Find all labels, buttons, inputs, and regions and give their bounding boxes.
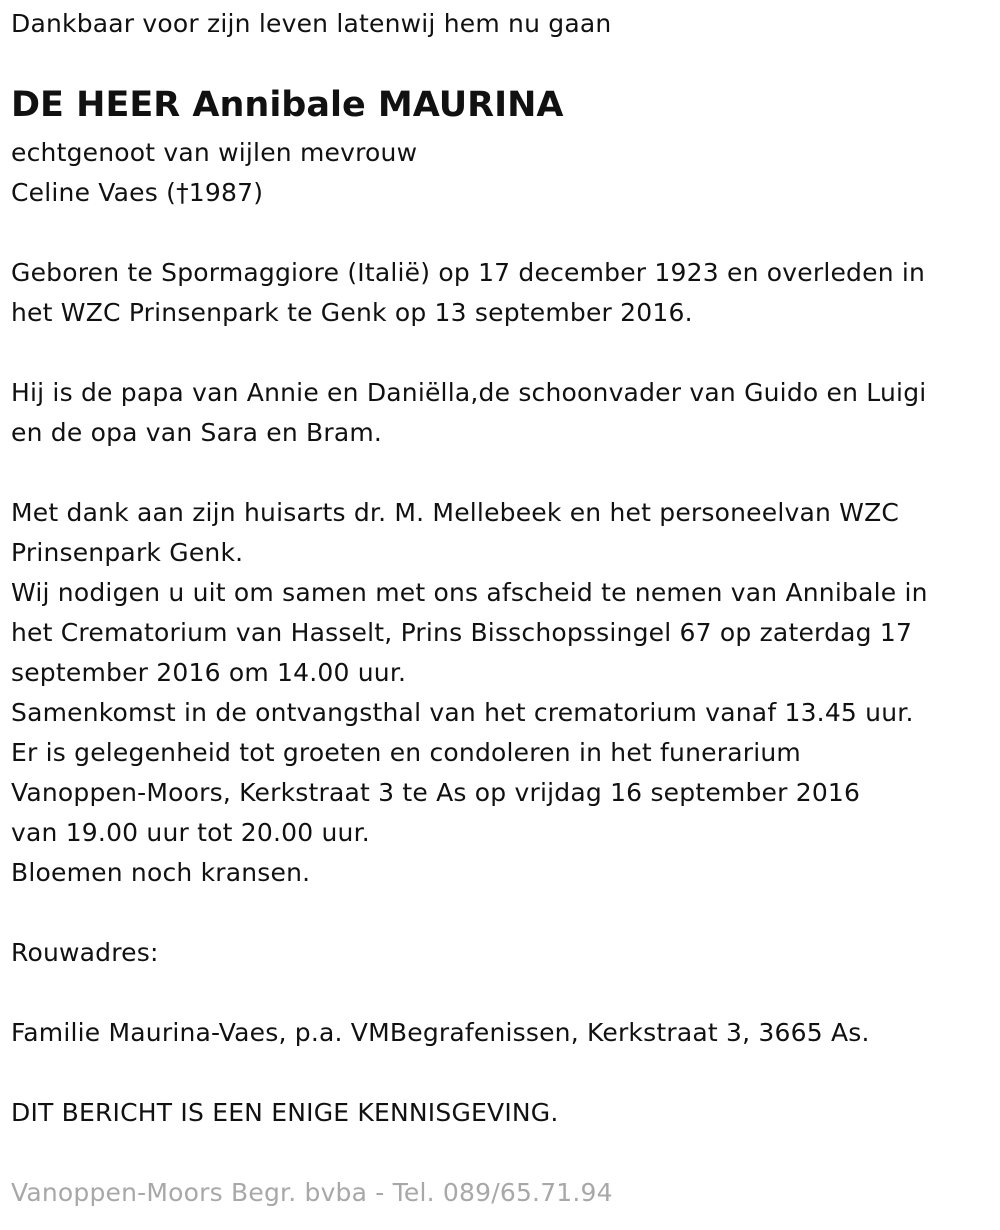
cross-icon: † <box>176 178 189 207</box>
thanks-line-2: Prinsenpark Genk. <box>11 538 244 567</box>
condolences-line-2: Vanoppen-Moors, Kerkstraat 3 te As op vrijdag 16 september 2016 <box>11 778 861 807</box>
family-line-1: Hij is de papa van Annie en Daniëlla,de schoonvader van Guido en Luigi <box>11 378 927 407</box>
spouse-name-line <box>11 173 263 213</box>
birth-line-1: Geboren te Spormaggiore (Italië) op 17 december 1923 en overleden in <box>11 258 926 287</box>
spouse-name: Celine Vaes ( <box>11 178 177 207</box>
spouse-line: echtgenoot van wijlen mevrouw <box>11 138 418 167</box>
address-label: Rouwadres: <box>11 938 159 967</box>
gathering-line: Samenkomst in de ontvangsthal van het crematorium vanaf 13.45 uur. <box>11 698 914 727</box>
family-line-2: en de opa van Sara en Bram. <box>11 418 383 447</box>
flowers-line: Bloemen noch kransen. <box>11 858 311 887</box>
intro-text: Dankbaar voor zijn leven latenwij hem nu gaan <box>11 9 612 38</box>
birth-line-2: het WZC Prinsenpark te Genk op 13 september 2016. <box>11 298 693 327</box>
address-line: Familie Maurina-Vaes, p.a. VMBegrafenissen, Kerkstraat 3, 3665 As. <box>11 1018 870 1047</box>
condolences-line-3: van 19.00 uur tot 20.00 uur. <box>11 818 370 847</box>
ceremony-line-3: september 2016 om 14.00 uur. <box>11 658 407 687</box>
funeral-home-footer: Vanoppen-Moors Begr. bvba - Tel. 089/65.71.94 <box>11 1178 613 1207</box>
spouse-death-year: 1987) <box>188 178 264 207</box>
thanks-line-1: Met dank aan zijn huisarts dr. M. Mellebeek en het personeelvan WZC <box>11 498 900 527</box>
ceremony-line-1: Wij nodigen u uit om samen met ons afscheid te nemen van Annibale in <box>11 578 928 607</box>
condolences-line-1: Er is gelegenheid tot groeten en condoleren in het funerarium <box>11 738 801 767</box>
ceremony-line-2: het Crematorium van Hasselt, Prins Bisschopssingel 67 op zaterdag 17 <box>11 618 913 647</box>
deceased-name: DE HEER Annibale MAURINA <box>11 85 564 125</box>
notice-line: DIT BERICHT IS EEN ENIGE KENNISGEVING. <box>11 1098 559 1127</box>
